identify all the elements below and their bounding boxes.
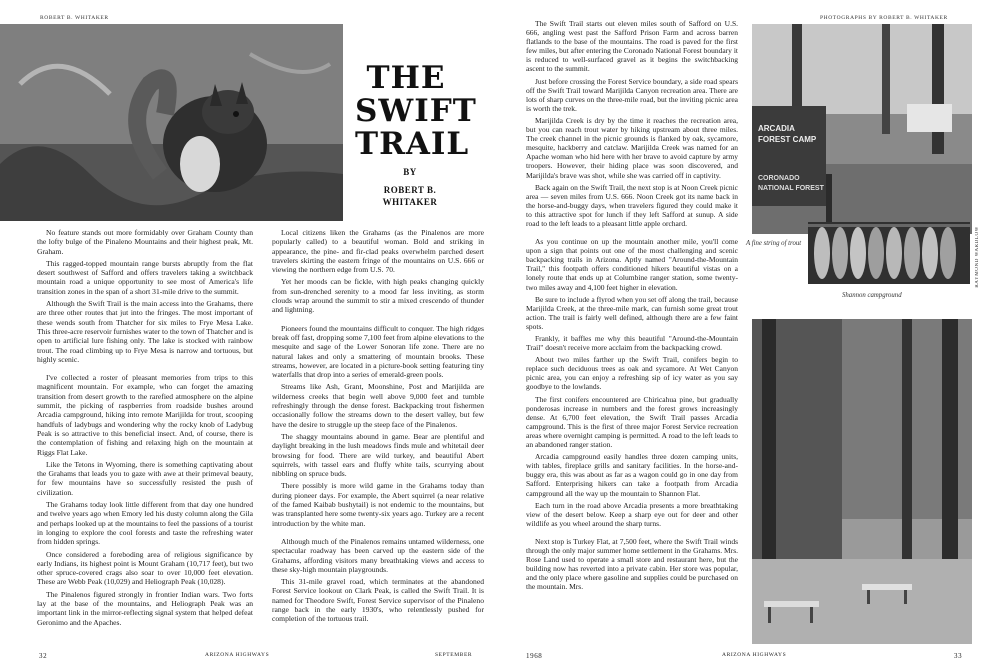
sign-arcadia-line1: ARCADIA (758, 124, 795, 133)
footer-year: 1968 (526, 652, 543, 660)
header-credit-left: ROBERT B. WHITAKER (40, 15, 109, 21)
col2-paragraph: This 31-mile gravel road, which terminates at the abandoned Forest Service lookout on Clark Peak, is called the Swift Trail. It is named for Theodore Swift, Forest Service supervisor of the Pinaleno range back in the early 1930's, who relentlessly pushed for completion of the tortuous trail. (272, 577, 484, 624)
col1-paragraph: This ragged-topped mountain range bursts abruptly from the flat desert southwest of Safford and offers travelers taking a switchback mountain road a unique opportunity to see most of America's life transition zones in the span of a short 31-mile drive to the summit. (37, 258, 253, 296)
col1-paragraph: No feature stands out more formidably over Graham County than the lofty bulge of the Pinaleno Mountains and their highest peak, Mt. Graham. (37, 228, 253, 256)
col3-paragraph: Back again on the Swift Trail, the next stop is at Noon Creek picnic area — seven miles from U.S. 666. Noon Creek got its name back in the horse-and-buggy days, when travelers figured they could make it to this attractive spot for lunch if they left Safford at sunup. A side road to the left leads to a pleasant little apple orchard. (526, 182, 738, 228)
col3-paragraph: Just before crossing the Forest Service boundary, a side road spears off the Swift Trail toward Marijilda Canyon recreation area. There are lots of sharp curves on the three-mile road, but the inviting picnic area is worth the trek. (526, 76, 738, 113)
col3-paragraph: Be sure to include a flyrod when you set off along the trail, because Marijilda Creek, at the three-mile mark, can furnish some great trout action. The trail is fairly well defined, although there are a few faint spots. (526, 294, 738, 331)
trout-photo (808, 222, 970, 284)
article-title (355, 60, 477, 162)
campground-photo-art (752, 319, 972, 644)
footer-magazine-right: ARIZONA HIGHWAYS (722, 652, 787, 658)
sign-coronado-line2: NATIONAL FOREST (758, 185, 824, 192)
col3-paragraph: As you continue on up the mountain another mile, you'll come upon a sign that points out one of the most challenging and scenic backpacking trails in Arizona. Aptly named "Around-the-Mountain Trail," this footpath offers conditioned hikers beautiful vistas on a lonely route that ends up at Columbine ranger station, some twenty-two miles away and 4,100 feet higher in elevation. (526, 237, 738, 292)
col2-paragraph: Although much of the Pinalenos remains untamed wilderness, one spectacular roadway has been carved up the eastern side of the Grahams, affording visitors many breathtaking views and access to these sky-high mountain playgrounds. (272, 536, 484, 574)
sign-arcadia-line2: FOREST CAMP (758, 135, 817, 144)
squirrel-photo (0, 24, 343, 221)
col3-paragraph: About two miles farther up the Swift Trail, conifers begin to replace such deciduous trees as oak and sycamore. At Wet Canyon picnic area, you can enjoy a refreshing sip of icy water as you say goodbye to the lowlands. (526, 355, 738, 392)
col1-paragraph: Although the Swift Trail is the main access into the Grahams, there are three other routes that jut into the fringes. The most important of these wends south from Thatcher for six miles to Frye Mesa Lake. This three-acre reservoir furnishes water to the town of Thatcher and is open to artificial lure fishing only. The lake is stocked with rainbow trout. The road climbing up to Frye Mesa is narrow and tortuous, but highly scenic. (37, 299, 253, 364)
col3-paragraph: Arcadia campground easily handles three dozen camping units, with tables, fireplace grills and sanitary facilities. In the horse-and-buggy era, this was about as far as a wagon could go in one day from Safford. Enterprising hikers can take a footpath from Arcadia campground all the way up the mountain to Shannon Flat. (526, 452, 738, 498)
col2-paragraph: Local citizens liken the Grahams (as the Pinalenos are more popularly called) to a beautiful woman. Bold and striking in appearance, the pine- and fir-clad peaks overwhelm parched desert travelers skirting the eastern fringe of the mountains on U.S. 666 or viewing the northern edge from U.S. 70. (272, 228, 484, 275)
campground-caption: Shannon campground (842, 292, 902, 299)
article-column-1 (37, 228, 253, 630)
col3-paragraph: Frankly, it baffles me why this beautiful "Around-the-Mountain Trail" doesn't receive more acclaim from the backpacking crowd. (526, 334, 738, 353)
byline-by: BY (403, 167, 417, 177)
col3-paragraph: Each turn in the road above Arcadia presents a more breathtaking view of the desert below. Keep a sharp eye out for deer and other wildlife as you wheel around the sharp turns. (526, 500, 738, 528)
article-column-3 (526, 19, 738, 594)
col1-paragraph: Like the Tetons in Wyoming, there is something captivating about the Grahams that leads you to gaze with awe at their primeval beauty, for few mountains have so successfully resisted the push of civilization. (37, 459, 253, 497)
footer-magazine-left: ARIZONA HIGHWAYS (205, 652, 270, 658)
title-line-2: SWIFT (355, 93, 477, 129)
col3-paragraph: Next stop is Turkey Flat, at 7,500 feet, where the Swift Trail winds through the only major summer home settlement in the Grahams. Mrs. Rose Land used to operate a small store and restaurant here, but the building now has reverted into a private cabin. Her store was popular, and the only place where gasoline and supplies could be purchased on the mountain. Mrs. (526, 536, 738, 592)
col2-paragraph: Streams like Ash, Grant, Moonshine, Post and Marijilda are wilderness creeks that begin well above 9,000 feet and tumble refreshingly through the dense forest. Backpacking trout fishermen occasionally follow the streams down to the desert valley, but few have the desire to struggle up the steep face of the Pinalenos. (272, 382, 484, 429)
col1-paragraph: The Pinalenos figured strongly in frontier Indian wars. Two forts lay at the base of the mountains, and Heliograph Peak was an important link in the mirror-reflecting signal system that helped defeat Geronimo and the Apaches. (37, 589, 253, 627)
footer-month: SEPTEMBER (435, 652, 473, 658)
article-column-2 (272, 228, 484, 627)
page-number-right: 33 (954, 652, 963, 660)
col2-paragraph: There possibly is more wild game in the Grahams today than during pioneer days. For example, the Abert squirrel (a near relative of the famed Kaibab bushytail) is not endemic to the mountains, but was transplanted here some twenty-six years ago. Turkey are a recent introduction by the white man. (272, 481, 484, 528)
page-number-left: 32 (39, 652, 48, 660)
col1-paragraph: I've collected a roster of pleasant memories from trips to this magnificent mountain. For example, who can forget the amazing transition from desert growth to the rarefied atmosphere on the alpine summit, the picking of raspberries from roadside bushes around Arcadia campground, hiking into remote Marijilda for trout, scooping handfuls of ladybugs and wondering why the rocky knob of Ladybug Peak is so attractive to this beneficial insect. And, of course, there is the contemplation of fishing and relaxing high on the mountain at Riggs Flat Lake. (37, 373, 253, 457)
campground-photo (752, 319, 972, 644)
byline-name-2: WHITAKER (382, 197, 438, 207)
byline (360, 166, 460, 208)
col1-paragraph: The Grahams today look little different from that day one hundred and twelve years ago when Emory led his dusty column along the Gila and perhaps looked up at the mountains to feel the passions of a tourist in longing to explore the cool forests and taste the refreshing water from hidden springs. (37, 500, 253, 547)
coronado-sign (758, 174, 824, 194)
trout-photo-art (808, 222, 970, 284)
col2-paragraph: Yet her moods can be fickle, with high peaks changing quickly from sun-drenched serenity to a mood far less inviting, as storm clouds wrap around the summit to stir a mixed crescendo of thunder and lightning. (272, 277, 484, 315)
trout-caption: A fine string of trout (746, 240, 802, 247)
col3-paragraph: The Swift Trail starts out eleven miles south of Safford on U.S. 666, angling west past the Safford Prison Farm and across barren flatlands to the base of the mountains. The road is paved for the first few miles, but after entering the Coronado National Forest boundary it is reduced to well-surfaced gravel as it begins the switchbacking ascent to the summit. (526, 19, 738, 74)
title-line-1: THE (366, 60, 446, 96)
arcadia-sign (758, 123, 816, 145)
col3-paragraph: The first conifers encountered are Chiricahua pine, but gradually ponderosas increase in numbers and the forest grows increasingly dense. At 6,700 feet elevation, the Swift Trail passes Arcadia campground. This is the first of three major Forest Service recreation areas where overnight camping is permitted. A road to the left leads to an abandoned ranger station. (526, 394, 738, 450)
col3-paragraph: Marijilda Creek is dry by the time it reaches the recreation area, but you can reach trout water by hiking upstream about three miles. The creek channel in the picnic grounds is flanked by oak, sycamore, mesquite, hackberry and catclaw. Marijilda Creek was named for an Apache woman who hid here with her brave to avoid capture by army troopers. However, their hiding place was soon discovered, and Marijilda's brave was shot, while she was carried off in captivity. (526, 115, 738, 180)
arcadia-sign-photo (752, 24, 972, 234)
sign-coronado-line1: CORONADO (758, 175, 800, 182)
title-line-3: TRAIL (355, 126, 470, 162)
col1-paragraph: Once considered a foreboding area of religious significance by early Indians, its highest point is Mount Graham (10,717 feet), but two other spruce-covered crags also soar to over 10,000 feet elevation. These are Webb Peak (10,029) and Heliograph Peak (10,028). (37, 549, 253, 587)
col2-paragraph: Pioneers found the mountains difficult to conquer. The high ridges break off fast, dropping some 7,100 feet from alpine elevations to the mesquite and sage of the Lower Sonoran life zone. There are no natural lakes and only a smattering of mountain brooks. These streams, however, are located in a picture-book setting featuring tiny waterfalls that drop into a series of emerald-green pools. (272, 323, 484, 380)
squirrel-photo-art (0, 24, 343, 221)
byline-name-1: ROBERT B. (383, 185, 437, 195)
header-credit-right: PHOTOGRAPHS BY ROBERT B. WHITAKER (820, 15, 948, 21)
col2-paragraph: The shaggy mountains abound in game. Bear are plentiful and daylight breaking in the lush meadows finds mule and whitetail deer browsing for food. There are wild turkey, and beautiful Abert squirrels, with tassel ears and fluffy white tails, scurrying about nibbling on spruce buds. (272, 431, 484, 479)
vertical-photo-credit: RAYMOND WARDLOW (975, 226, 980, 288)
